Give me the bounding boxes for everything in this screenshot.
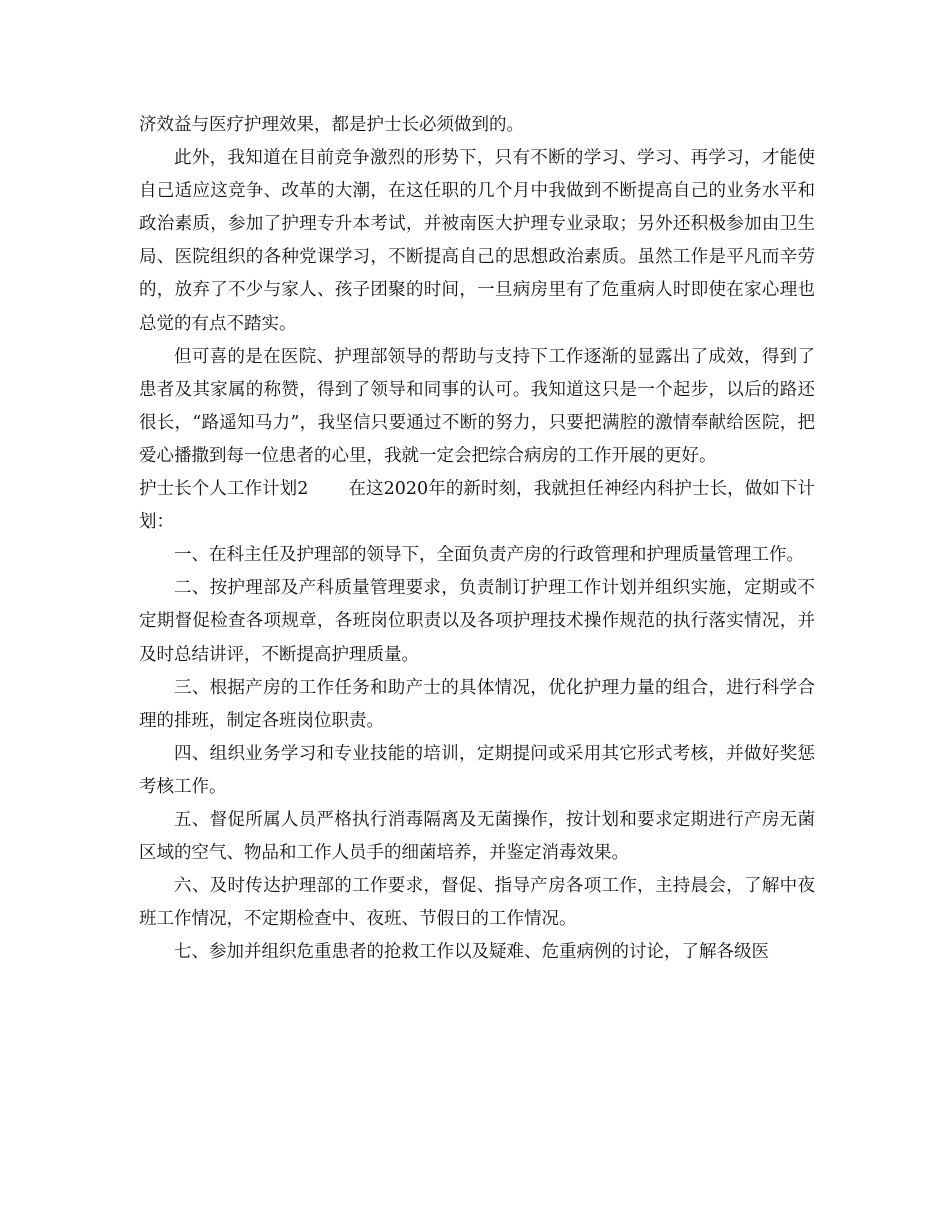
plan-item-2: 二、按护理部及产科质量管理要求，负责制订护理工作计划并组织实施，定期或不定期督促检查各项规章，各班岗位职责以及各项护理技术操作规范的执行落实情况，并及时总结讲评，不断提高护理质量。 (139, 578, 815, 665)
plan-item-3: 三、根据产房的工作任务和助产士的具体情况，优化护理力量的组合，进行科学合理的排班，制定各班岗位职责。 (139, 677, 815, 731)
paragraph-study: 此外，我知道在目前竞争激烈的形势下，只有不断的学习、学习、再学习，才能使自己适应这竞争、改革的大潮，在这任职的几个月中我做到不断提高自己的业务水平和政治素质，参加了护理专升本考试，并被南医大护理专业录取；另外还积极参加由卫生局、医院组织的各种党课学习，不断提高自己的思想政治素质。虽然工作是平凡而辛劳的，放弃了不少与家人、孩子团聚的时间，一旦病房里有了危重病人时即使在家心理也总觉的有点不踏实。 (139, 148, 815, 334)
plan-item-4: 四、组织业务学习和专业技能的培训，定期提问或采用其它形式考核，并做好奖惩考核工作。 (139, 743, 815, 797)
plan-item-6: 六、及时传达护理部的工作要求，督促、指导产房各项工作，主持晨会，了解中夜班工作情况，不定期检查中、夜班、节假日的工作情况。 (139, 876, 815, 930)
document-page (139, 109, 815, 969)
paragraph-continuation: 济效益与医疗护理效果，都是护士长必须做到的。 (139, 115, 524, 135)
section-intro: 在这2020年的新时刻，我就担任神经内科护士长，做如下计划： (139, 479, 815, 533)
section-title: 护士长个人工作计划2 (139, 479, 309, 500)
section-heading-line (139, 473, 815, 539)
plan-item-7: 七、参加并组织危重患者的抢救工作以及疑难、危重病例的讨论，了解各级医 (174, 942, 769, 963)
plan-item-1: 一、在科主任及护理部的领导下，全面负责产房的行政管理和护理质量管理工作。 (174, 545, 804, 566)
plan-item-5: 五、督促所属人员严格执行消毒隔离及无菌操作，按计划和要求定期进行产房无菌区域的空气、物品和工作人员手的细菌培养，并鉴定消毒效果。 (139, 809, 815, 864)
paragraph-achievement: 但可喜的是在医院、护理部领导的帮助与支持下工作逐渐的显露出了成效，得到了患者及其家属的称赞，得到了领导和同事的认可。我知道这只是一个起步，以后的路还很长，“路遥知马力”，我坚信只要通过不断的努力，只要把满腔的激情奉献给医院，把爱心播撒到每一位患者的心里，我就一定会把综合病房的工作开展的更好。 (139, 346, 815, 466)
